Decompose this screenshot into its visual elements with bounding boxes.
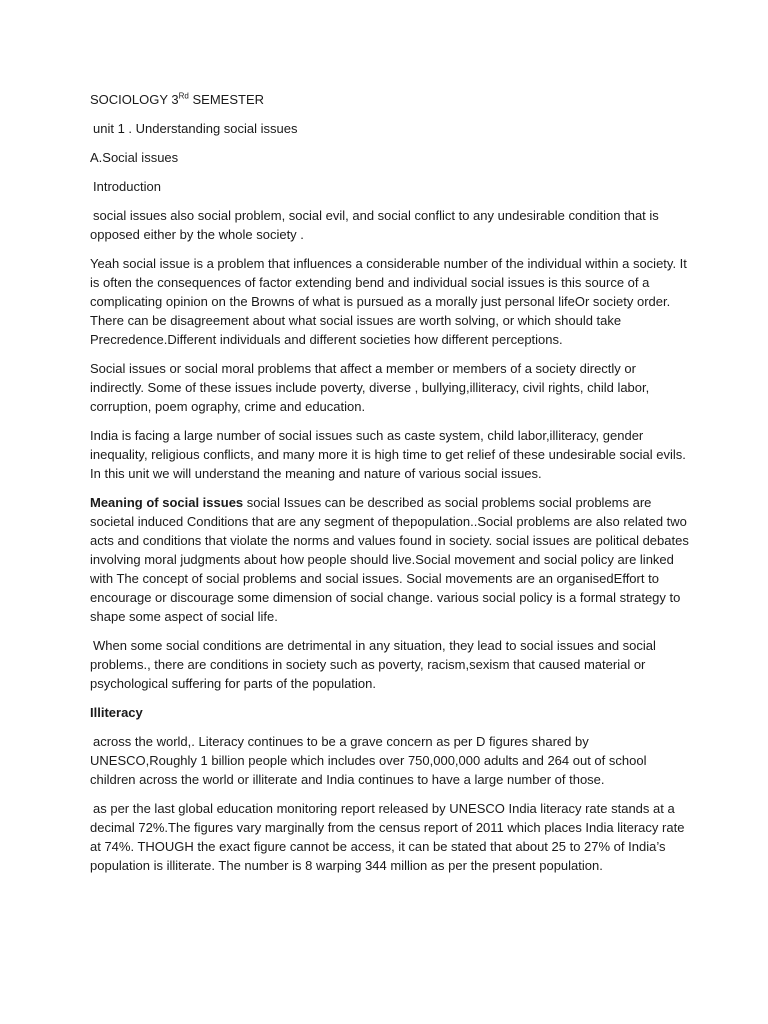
meaning-text: social Issues can be described as social problems social problems are societal induced Conditions that are any segment of thepopulation..Social problems are also related two acts and conditions that violate the norms and values found in society. social issues are political debates involving moral judgments about how people should live.Social movement and social policy are linked with The concept of social problems and social issues. Social movements are an organisedEffort to encourage or discourage some dimension of social change. various social policy is a formal strategy to shape some aspect of social life. — [90, 495, 689, 624]
title-superscript: Rd — [178, 91, 189, 101]
document-page — [90, 90, 690, 885]
paragraph-india: India is facing a large number of social issues such as caste system, child labor,illiteracy, gender inequality, religious conflicts, and many more it is high time to get relief of these undesirable social evils. In this unit we will understand the meaning and nature of various social issues. — [90, 428, 686, 481]
subsection-heading: Introduction — [93, 179, 161, 194]
paragraph-meaning — [90, 493, 690, 626]
title-suffix: SEMESTER — [188, 92, 264, 107]
paragraph-social-issue: Yeah social issue is a problem that influences a considerable number of the individual within a society. It is often the consequences of factor extending bend and individual social issues is this source of a complicating opinion on the Browns of what is pursued as a morally just personal lifeOr society order. There can be disagreement about what social issues are worth solving, or which should take Precredence.Different individuals and different societies how different perceptions. — [90, 256, 687, 347]
section-heading: A.Social issues — [90, 150, 179, 165]
paragraph-moral-problems: Social issues or social moral problems that affect a member or members of a society directly or indirectly. Some of these issues include poverty, diverse , bullying,illiteracy, civil rights, child labor, corruption, poem ography, crime and education. — [90, 361, 650, 414]
illiteracy-heading: Illiteracy — [90, 705, 143, 720]
title-prefix: SOCIOLOGY 3 — [90, 92, 179, 107]
paragraph-definition: social issues also social problem, social evil, and social conflict to any undesirable condition that is opposed either by the whole society . — [90, 208, 659, 242]
paragraph-illiteracy-world: across the world,. Literacy continues to be a grave concern as per D figures shared by UNESCO,Roughly 1 billion people which includes over 750,000,000 adults and 264 out of school children across the world or illiterate and India continues to have a large number of those. — [90, 734, 647, 787]
meaning-heading: Meaning of social issues — [90, 495, 244, 510]
paragraph-illiteracy-india: as per the last global education monitoring report released by UNESCO India literacy rate stands at a decimal 72%.The figures vary marginally from the census report of 2011 which places India literacy rate at 74%. THOUGH the exact figure cannot be access, it can be stated that about 25 to 27% of India’s population is illiterate. The number is 8 warping 344 million as per the present population. — [90, 801, 685, 873]
unit-heading: unit 1 . Understanding social issues — [93, 121, 298, 136]
document-title — [90, 90, 690, 109]
paragraph-conditions: When some social conditions are detrimental in any situation, they lead to social issues and social problems., there are conditions in society such as poverty, racism,sexism that caused material or psychological suffering for parts of the population. — [90, 638, 656, 691]
